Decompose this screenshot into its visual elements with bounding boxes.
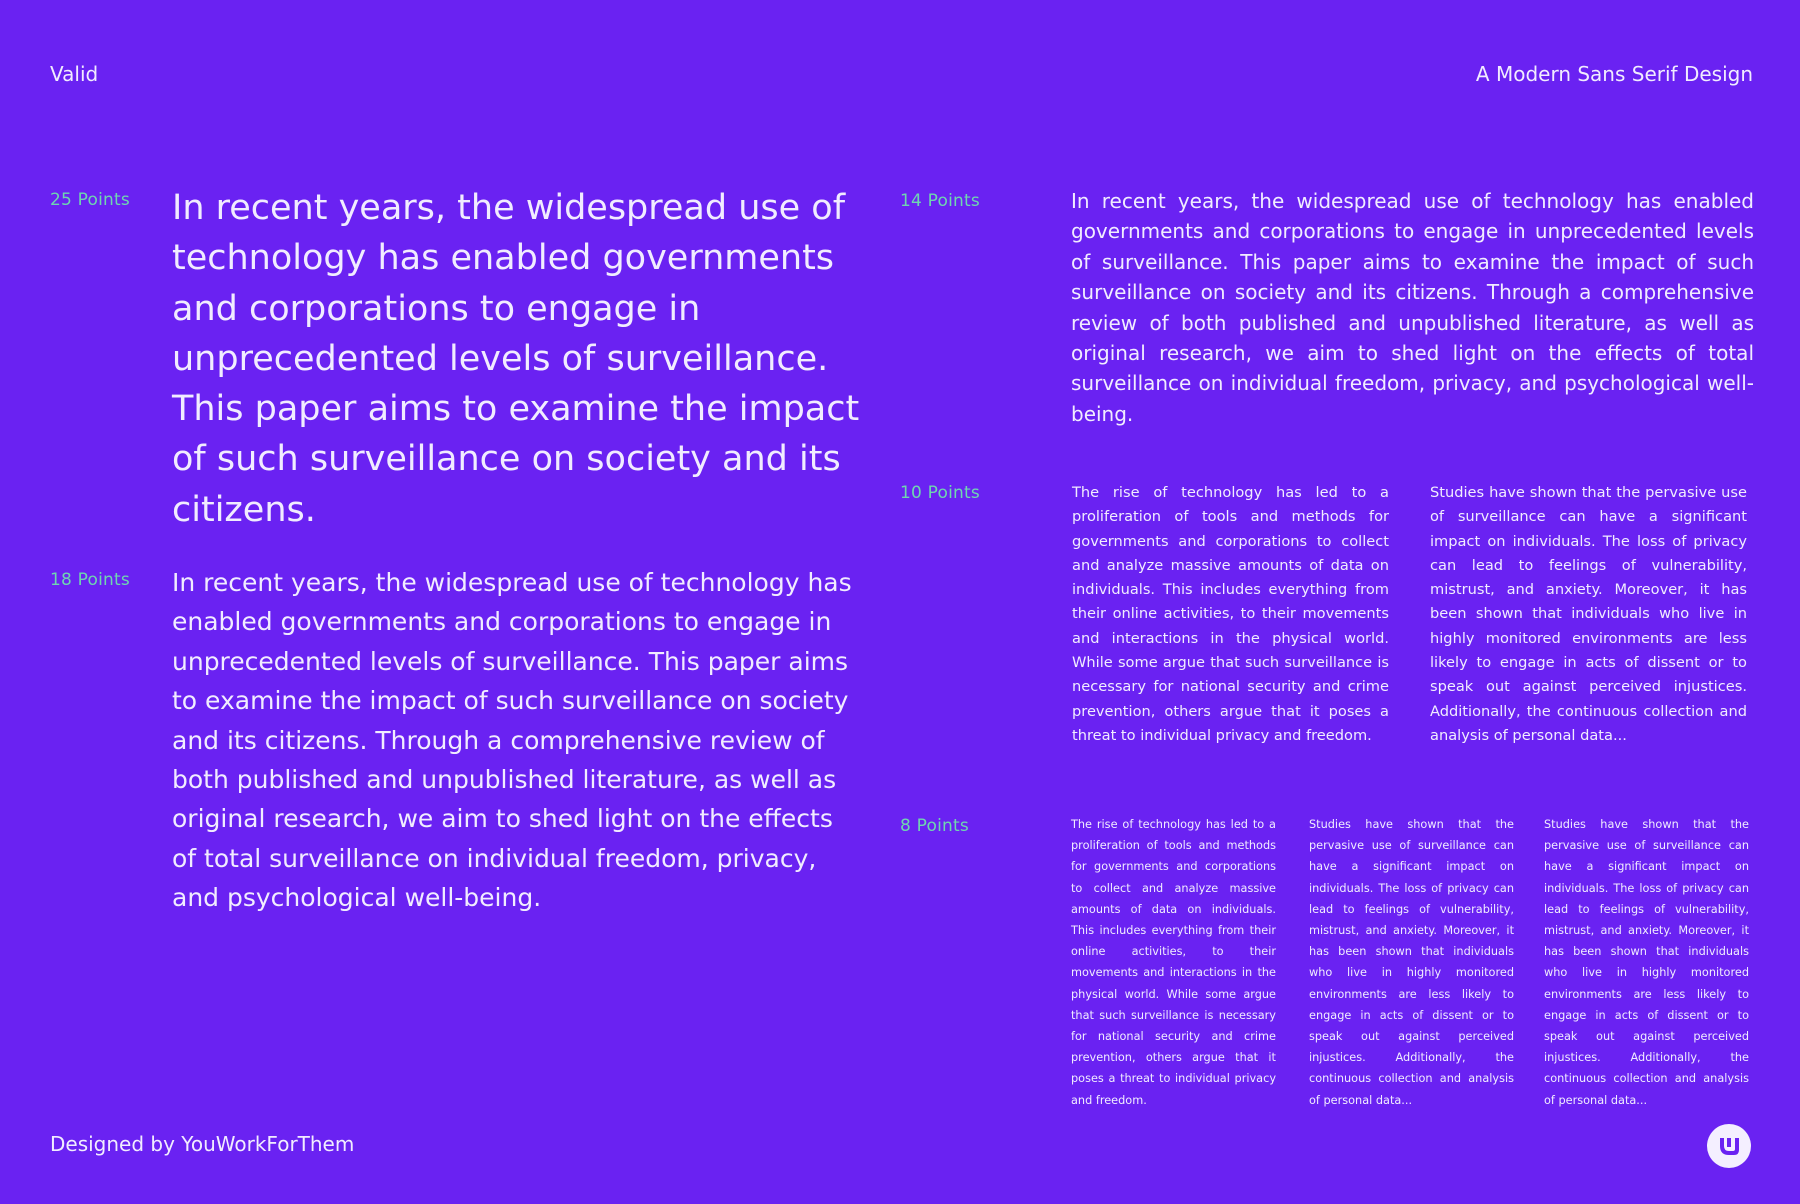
font-name: Valid [50, 62, 99, 86]
ywft-logo-icon [1707, 1124, 1751, 1168]
size-label-14: 14 Points [900, 191, 980, 211]
size-label-8: 8 Points [900, 816, 969, 836]
tagline: A Modern Sans Serif Design [1475, 62, 1753, 86]
specimen-8pt-column-2: Studies have shown that the pervasive use of surveillance can have a significant impact on individuals. The loss of privacy can lead to feelings of vulnerability, mistrust, and anxiety. Moreover, it has been shown that individuals who live in highly monitored environments are less likely to engage in acts of dissent or to speak out against perceived injustices. Additionally, the continuous collection and analysis of personal data... [1309, 818, 1514, 1107]
specimen-10pt-column-1: The rise of technology has led to a proliferation of tools and methods for governments and corporations to collect and analyze massive amounts of data on individuals. This includes everything from their online activities, to their movements and interactions in the physical world. While some argue that such surveillance is necessary for national security and crime prevention, others argue that it poses a threat to individual privacy and freedom. [1072, 484, 1389, 744]
specimen-10pt-column-2: Studies have shown that the pervasive use of surveillance can have a significant impact on individuals. The loss of privacy can lead to feelings of vulnerability, mistrust, and anxiety. Moreover, it has been shown that individuals who live in highly monitored environments are less likely to engage in acts of dissent or to speak out against perceived injustices. Additionally, the continuous collection and analysis of personal data... [1430, 484, 1747, 744]
specimen-25pt-text: In recent years, the widespread use of technology has enabled governments and corporations to engage in unprecedented levels of surveillance. This paper aims to examine the impact of such surveillance on society and its citizens. [172, 188, 860, 530]
specimen-18pt-text: In recent years, the widespread use of technology has enabled governments and corporations to engage in unprecedented levels of surveillance. This paper aims to examine the impact of such surveillance on society and its citizens. Through a comprehensive review of both published and unpublished literature, as well as original research, we aim to shed light on the effects of total surveillance on individual freedom, privacy, and psychological well-being. [172, 568, 852, 913]
specimen-14pt-text: In recent years, the widespread use of technology has enabled governments and corporations to engage in unprecedented levels of surveillance. This paper aims to examine the impact of such surveillance on society and its citizens. Through a comprehensive review of both published and unpublished literature, as well as original research, we aim to shed light on the effects of total surveillance on individual freedom, privacy, and psychological well-being. [1071, 189, 1754, 426]
specimen-8pt-column-3: Studies have shown that the pervasive use of surveillance can have a significant impact on individuals. The loss of privacy can lead to feelings of vulnerability, mistrust, and anxiety. Moreover, it has been shown that individuals who live in highly monitored environments are less likely to engage in acts of dissent or to speak out against perceived injustices. Additionally, the continuous collection and analysis of personal data... [1544, 818, 1749, 1107]
size-label-10: 10 Points [900, 483, 980, 503]
specimen-8pt-column-1: The rise of technology has led to a proliferation of tools and methods for governments and corporations to collect and analyze massive amounts of data on individuals. This includes everything from their online activities, to their movements and interactions in the physical world. While some argue that such surveillance is necessary for national security and crime prevention, others argue that it poses a threat to individual privacy and freedom. [1071, 818, 1276, 1107]
size-label-25: 25 Points [50, 190, 130, 210]
designer-credit: Designed by YouWorkForThem [50, 1132, 355, 1156]
size-label-18: 18 Points [50, 570, 130, 590]
